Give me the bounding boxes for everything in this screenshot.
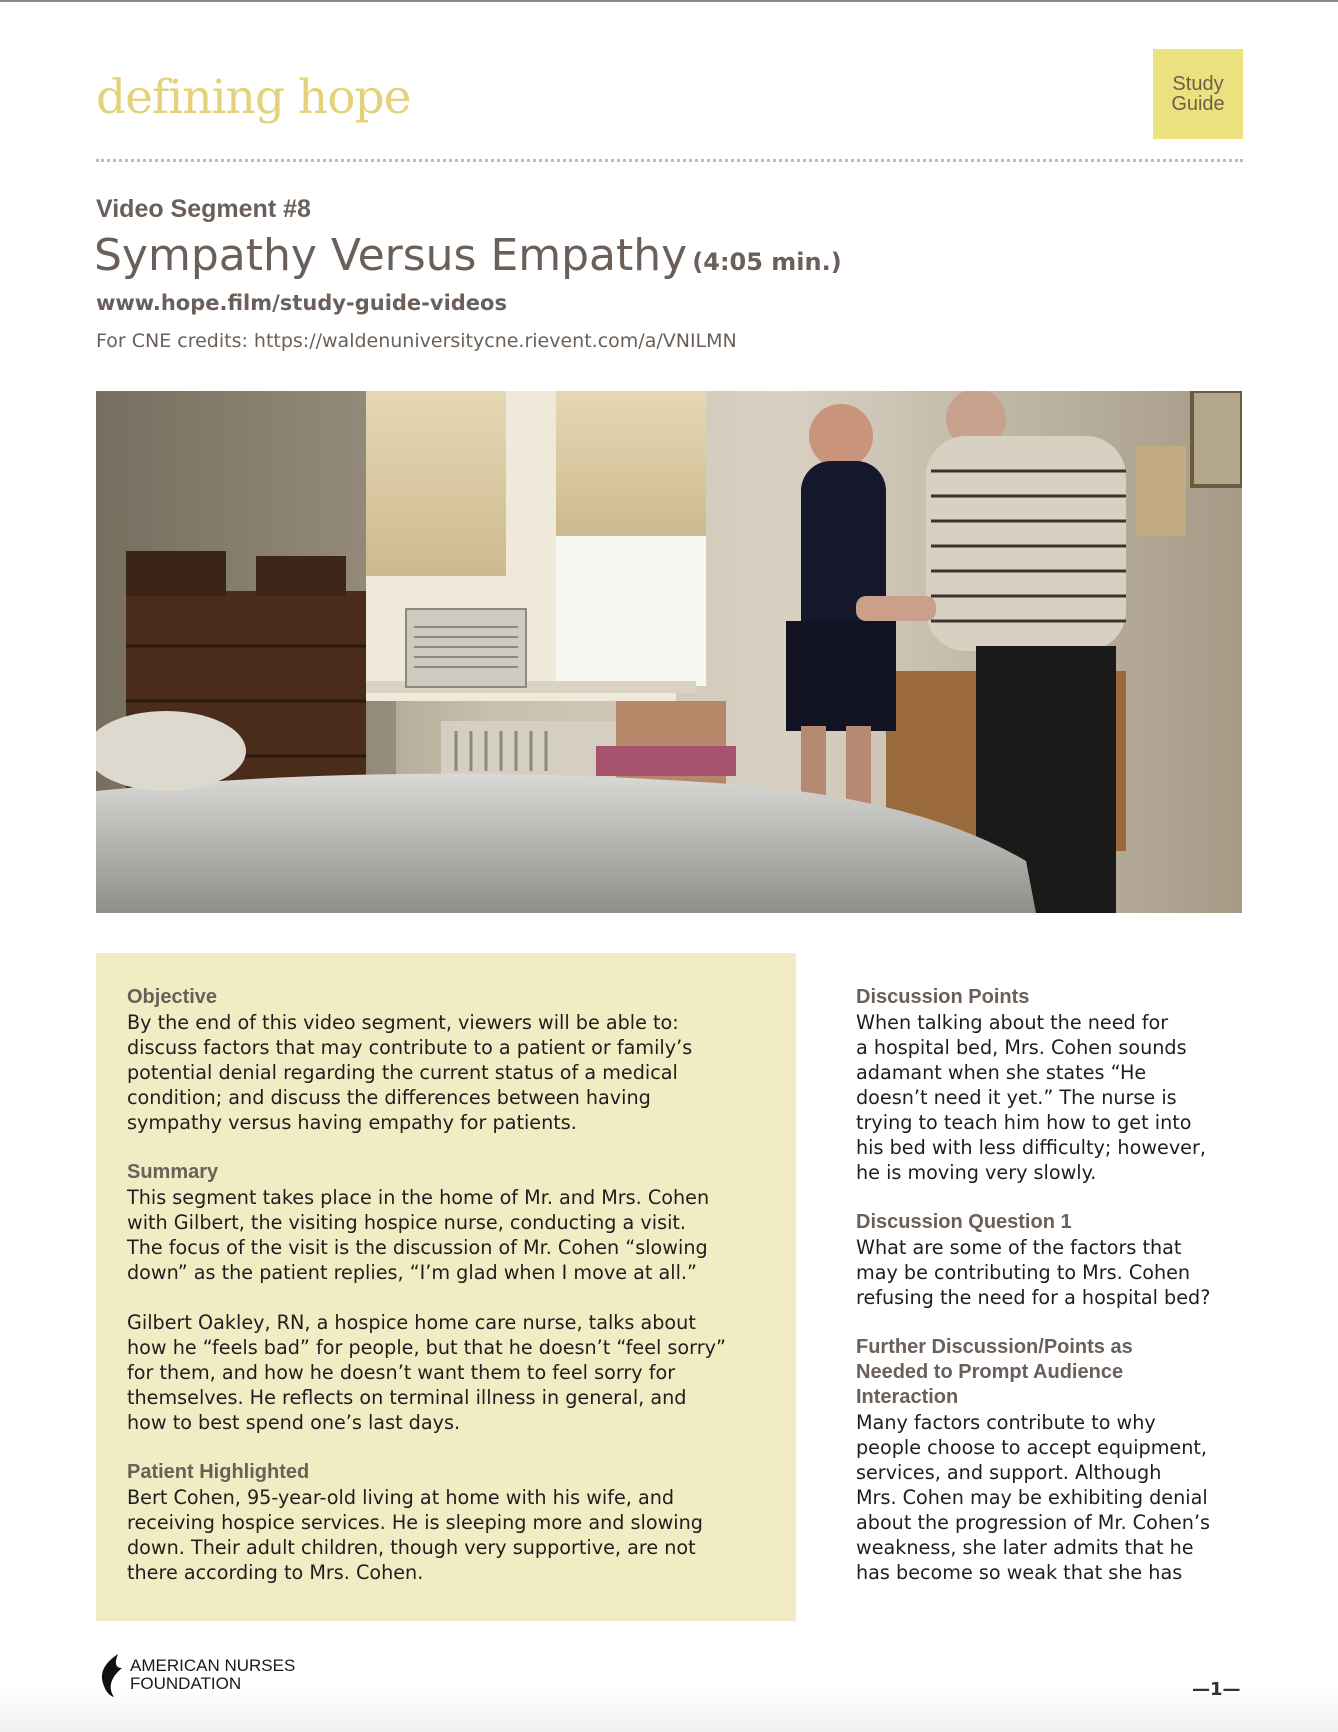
objective-text: By the end of this video segment, viewers will be able to: discuss factors that may contribute to a patient or family’s potential denial regarding the current status of a medical condition; and discuss the differences between having sympathy versus having empathy for patients. — [127, 1011, 693, 1134]
study-guide-badge — [1153, 49, 1243, 139]
header-divider — [96, 159, 1243, 162]
objective-heading: Objective — [127, 986, 218, 1008]
segment-title-line — [94, 230, 842, 281]
discussion-points-heading: Discussion Points — [856, 986, 1030, 1008]
page-number: —1— — [1192, 1679, 1241, 1700]
patient-heading: Patient Highlighted — [127, 1461, 310, 1483]
org-name-line-1: AMERICAN NURSES — [130, 1656, 296, 1675]
brand-wordmark: defining hope — [96, 70, 411, 125]
video-url-link[interactable]: www.hope.film/study-guide-videos — [96, 291, 507, 315]
badge-line-2: Guide — [1171, 93, 1225, 115]
segment-duration: (4:05 min.) — [692, 248, 842, 276]
summary-paragraph-1: This segment takes place in the home of Mr. and Mrs. Cohen with Gilbert, the visiting hospice nurse, conducting a visit. The focus of the visit is the discussion of Mr. Cohen “slowing down” as the patient replies, “I’m glad when I move at all.” — [127, 1186, 710, 1284]
discussion-question-1-text: What are some of the factors that may be contributing to Mrs. Cohen refusing the need for a hospital bed? — [856, 1236, 1211, 1309]
video-still-photo — [96, 391, 1242, 913]
flame-logo-icon — [96, 1652, 126, 1698]
badge-line-1: Study — [1172, 73, 1224, 95]
segment-label: Video Segment #8 — [96, 195, 311, 223]
further-discussion-heading: Further Discussion/Points as Needed to Prompt Audience Interaction — [856, 1336, 1133, 1408]
cne-credits-link[interactable]: For CNE credits: https://waldenuniversitycne.rievent.com/a/VNILMN — [96, 330, 737, 352]
discussion-points-text: When talking about the need for a hospital bed, Mrs. Cohen sounds adamant when she states “He doesn’t need it yet.” The nurse is trying to teach him how to get into his bed with less difficulty; however, he is moving very slowly. — [856, 1011, 1206, 1184]
top-border — [0, 0, 1338, 2]
summary-heading: Summary — [127, 1161, 219, 1183]
segment-title: Sympathy Versus Empathy — [94, 230, 688, 281]
right-column — [856, 985, 1246, 1585]
footer-logo — [96, 1652, 295, 1698]
org-name — [130, 1657, 295, 1693]
summary-paragraph-2: Gilbert Oakley, RN, a hospice home care nurse, talks about how he “feels bad” for people, but that he doesn’t “feel sorry” for them, and how he doesn’t want them to feel sorry for themselves. He reflects on terminal illness in general, and how to best spend one’s last days. — [127, 1311, 726, 1434]
left-column — [127, 985, 777, 1585]
discussion-question-1-heading: Discussion Question 1 — [856, 1211, 1072, 1233]
patient-text: Bert Cohen, 95-year-old living at home with his wife, and receiving hospice services. He is sleeping more and slowing down. Their adult children, though very supportive, are not there according to Mrs. Cohen. — [127, 1486, 703, 1584]
further-discussion-text: Many factors contribute to why people choose to accept equipment, services, and support. Although Mrs. Cohen may be exhibiting denial about the progression of Mr. Cohen’s weakness, she later admits that he has become so weak that she has — [856, 1411, 1211, 1584]
org-name-line-2: FOUNDATION — [130, 1674, 242, 1693]
